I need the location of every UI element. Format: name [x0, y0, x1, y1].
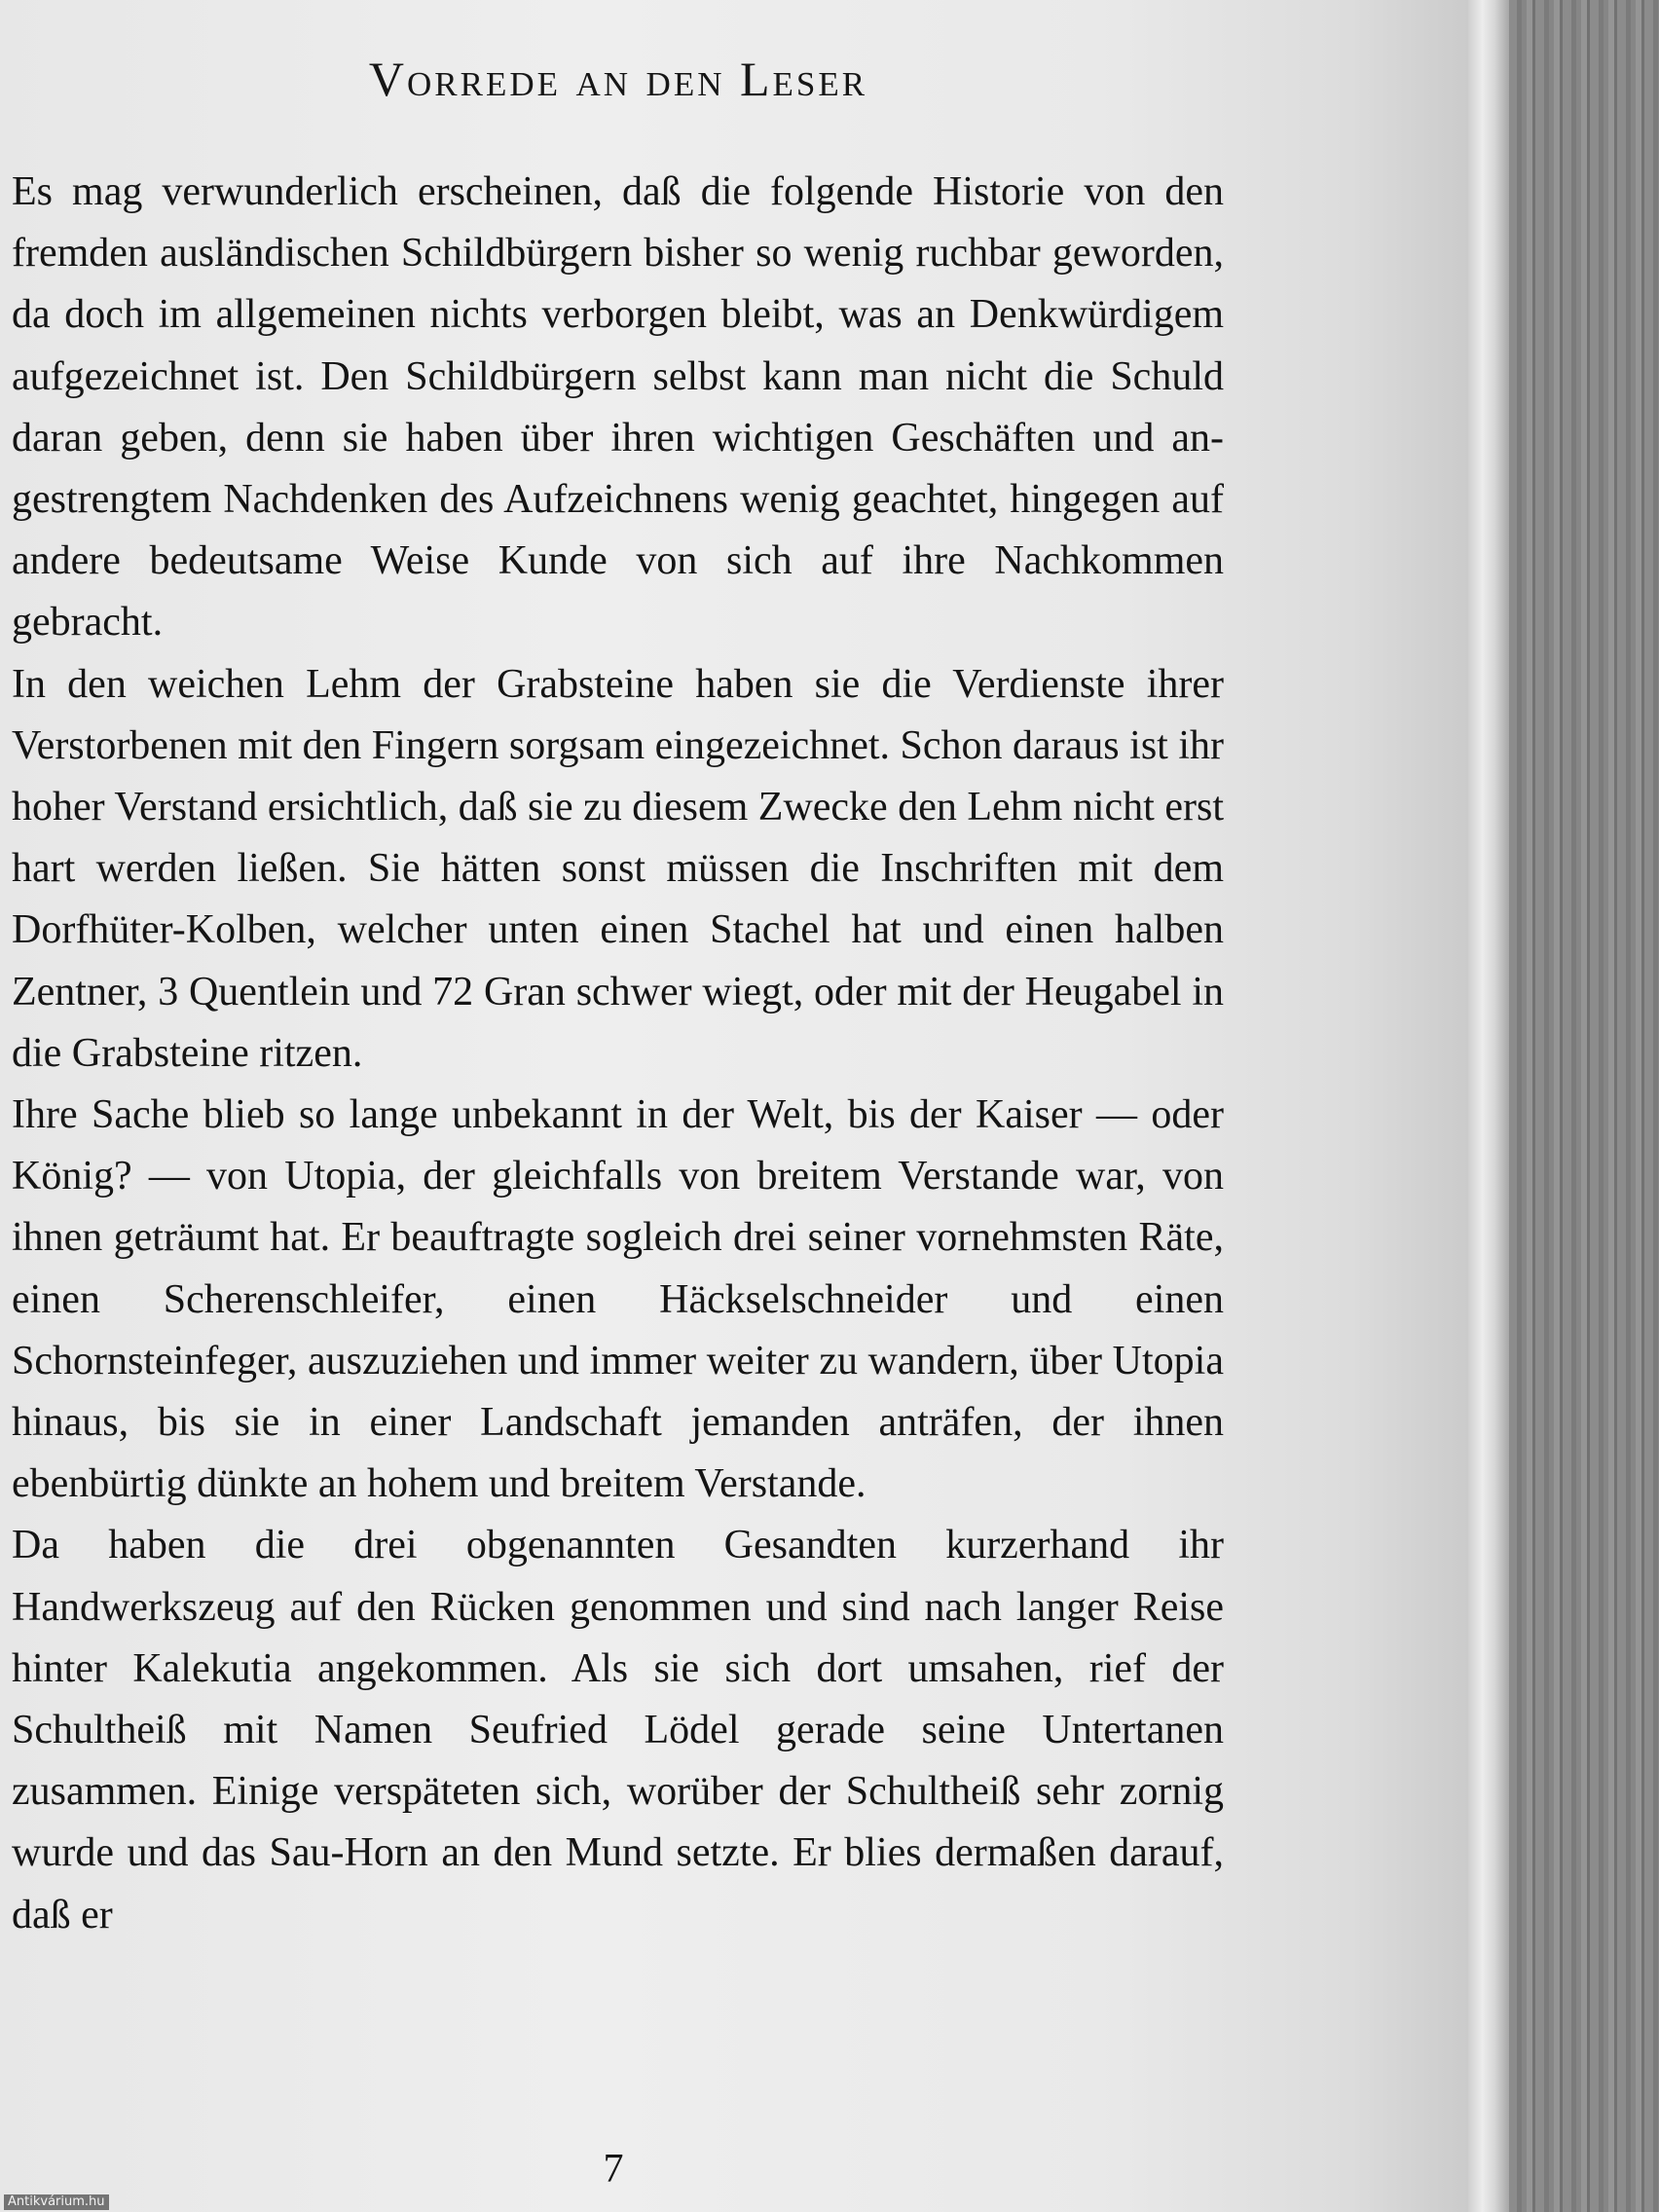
paragraph-3: Ihre Sache blieb so lange unbekannt in der Welt, bis der Kaiser — oder König? — von Utopia, der gleichfalls von breitem Verstande war, von ihnen geträumt hat. Er beauftragte sogleich drei seiner vornehmsten Räte, einen Scherenschleifer, einen Häckselschneider und einen Schornsteinfeger, auszuziehen und immer weiter zu wandern, über Utopia hinaus, bis sie in einer Landschaft jemanden anträfen, der ihnen ebenbürtig dünkte an hohem und breitem Verstande. [12, 1092, 1224, 1507]
body-text [12, 162, 1224, 1946]
book-cover-edge [1468, 0, 1509, 2212]
watermark: Antikvárium.hu [4, 2194, 109, 2210]
page-number: 7 [603, 2147, 624, 2192]
paragraph-1: Es mag verwunderlich erscheinen, daß die folgende Historie von den fremden ausländischen Schildbürgern bisher so wenig ruchbar geworden, da doch im allgemeinen nichts verborgen bleibt, was an Denkwürdigem aufgezeichnet ist. Den Schildbürgern selbst kann man nicht die Schuld daran geben, denn sie haben über ihren wichtigen Geschäften und angestrengtem Nachdenken des Aufzeichnens wenig geachtet, hingegen auf andere bedeutsame Weise Kunde von sich auf ihre Nachkommen gebracht. [12, 169, 1224, 645]
wooden-surface [1494, 0, 1659, 2212]
paragraph-4: Da haben die drei obgenannten Gesandten kurzerhand ihr Handwerkszeug auf den Rücken genommen und sind nach langer Reise hinter Kalekutia angekommen. Als sie sich dort umsahen, rief der Schultheiß mit Namen Seufried Lödel gerade seine Untertanen zusammen. Einige verspäteten sich, worüber der Schultheiß sehr zornig wurde und das Sau-Horn an den Mund setzte. Er blies dermaßen darauf, daß er [12, 1523, 1224, 1937]
paragraph-2: In den weichen Lehm der Grabsteine haben sie die Verdienste ihrer Verstorbenen mit den Fingern sorgsam eingezeichnet. Schon daraus ist ihr hoher Verstand ersichtlich, daß sie zu diesem Zwecke den Lehm nicht erst hart werden ließen. Sie hätten sonst müssen die Inschriften mit dem Dorfhüter-Kolben, welcher unten einen Stachel hat und einen halben Zentner, 3 Quentlein und 72 Gran schwer wiegt, oder mit der Heugabel in die Grabsteine ritzen. [12, 661, 1224, 1076]
chapter-heading: Vorrede an den Leser [368, 52, 868, 106]
